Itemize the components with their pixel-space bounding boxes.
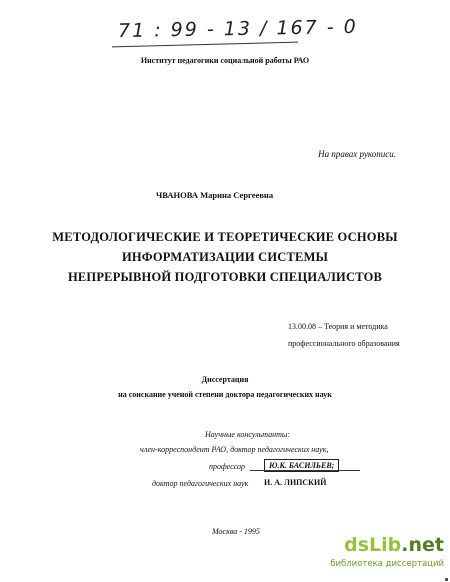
consultant-1-name: Ю.К. БАСИЛЬЕВ; (264, 459, 339, 472)
scan-mark (445, 578, 448, 581)
specialty-line-2: профессионального образования (288, 339, 400, 348)
dissertation-title (0, 227, 450, 287)
author-name: ЧВАНОВА Марина Сергеевна (156, 190, 274, 200)
signature-line (250, 470, 360, 471)
watermark-logo (344, 534, 444, 556)
title-line-2: ИНФОРМАТИЗАЦИИ СИСТЕМЫ (121, 250, 329, 264)
institute-name: Институт педагогики социальной работы РАО (140, 56, 310, 65)
handwritten-underline (112, 42, 298, 48)
watermark-subtitle: библиотека диссертаций (330, 559, 444, 569)
specialty-line-1: 13.00.08 – Теория и методика (288, 322, 388, 331)
city-and-year: Москва - 1995 (212, 527, 260, 536)
consultant-1-credentials: член-корреспондент РАО, доктор педагогических наук, (140, 445, 329, 454)
consultant-1-title: профессор (209, 462, 246, 471)
consultant-2-name: И. А. ЛИПСКИЙ (264, 478, 327, 487)
title-line-3: НЕПРЕРЫВНОЙ ПОДГОТОВКИ СПЕЦИАЛИСТОВ (67, 270, 383, 284)
degree-line-1: Диссертация (201, 375, 249, 384)
dslib-watermark (328, 534, 450, 582)
watermark-logo-suffix: .net (401, 534, 444, 556)
specialty-code (288, 318, 400, 352)
title-line-1: МЕТОДОЛОГИЧЕСКИЕ И ТЕОРЕТИЧЕСКИЕ ОСНОВЫ (52, 230, 398, 244)
degree-line-2: на соискание ученой степени доктора педагогических наук (118, 390, 332, 399)
degree-statement (0, 372, 450, 402)
watermark-logo-main: dsLib (344, 534, 402, 556)
handwritten-registration-code: 71 : 99 - 13 / 167 - 0 (117, 15, 358, 43)
manuscript-rights-note: На правах рукописи. (318, 149, 396, 159)
consultants-heading: Научные консультанты: (205, 430, 290, 439)
consultant-2-credentials: доктор педагогических наук (152, 479, 249, 488)
